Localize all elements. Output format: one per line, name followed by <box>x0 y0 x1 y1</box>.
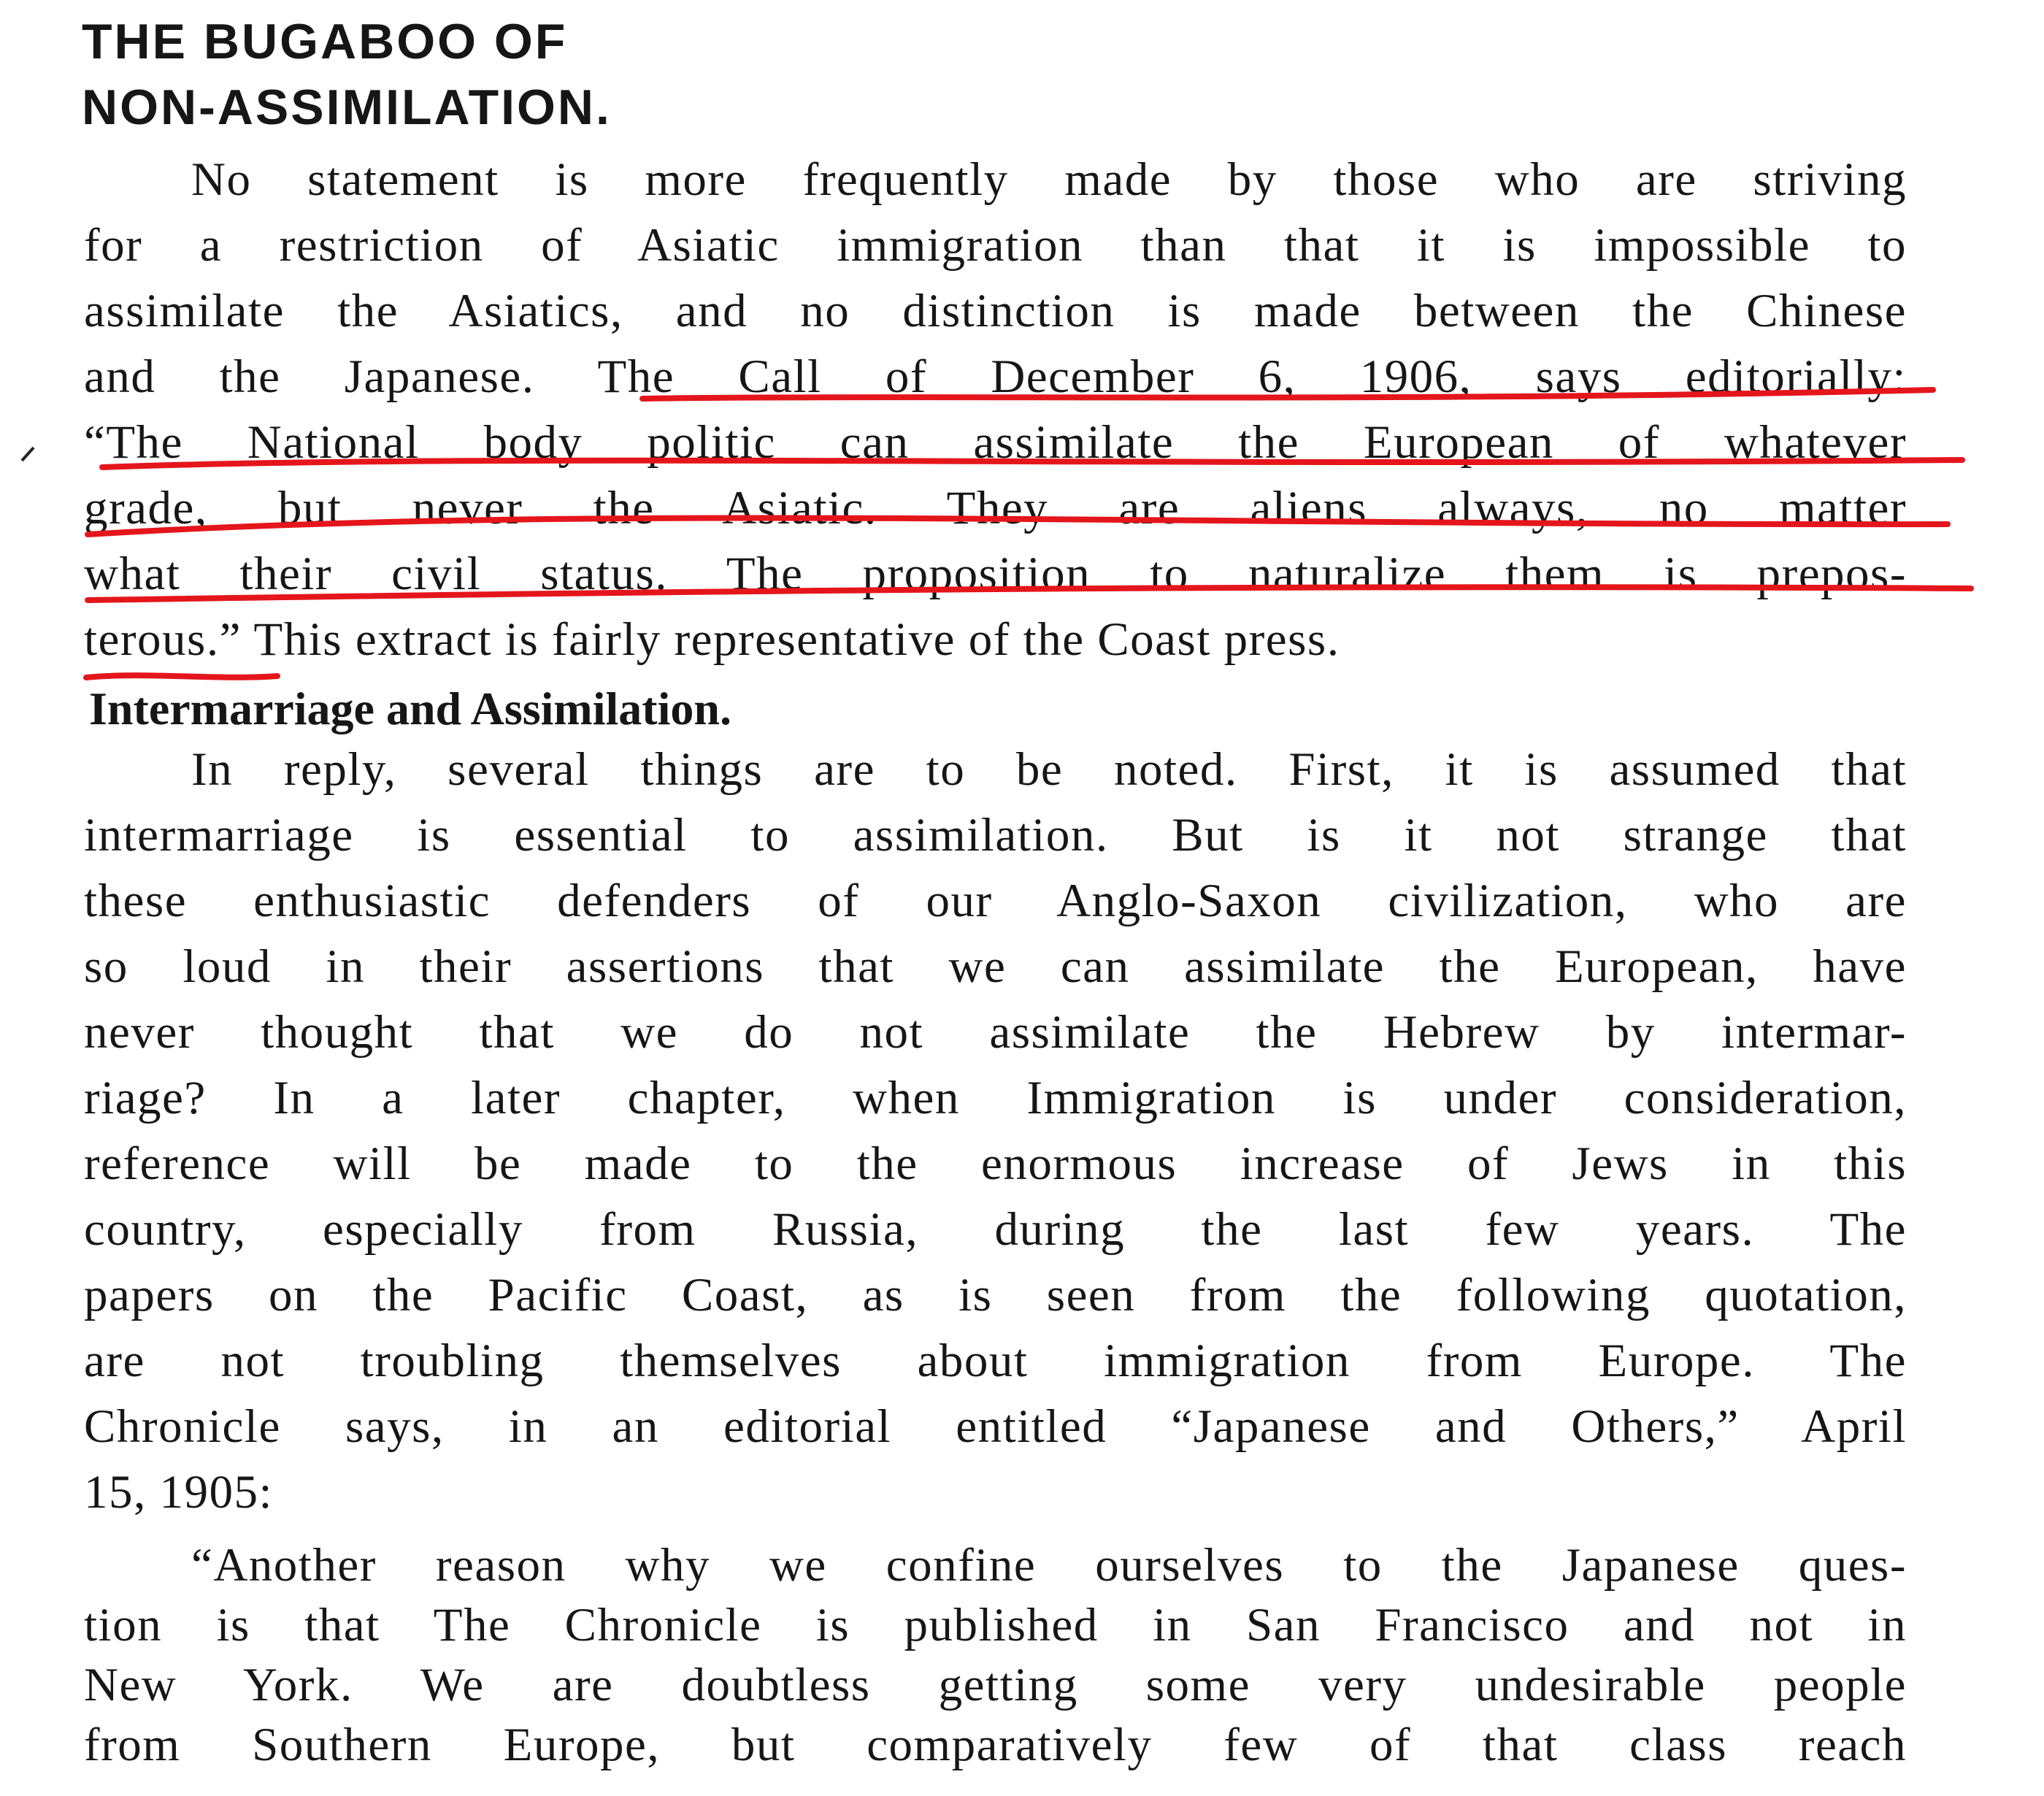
margin-pencil-mark <box>20 447 34 462</box>
text-line: tion is that The Chronicle is published in San Francisco and not in <box>84 1599 1907 1651</box>
text-line: so loud in their assertions that we can assimilate the European, have <box>84 940 1907 993</box>
text-line: are not troubling themselves about immigration from Europe. The <box>84 1335 1907 1387</box>
text-line: terous.” This extract is fairly representative of the Coast press. <box>84 613 1340 666</box>
text-line: “Another reason why we confine ourselves to the Japanese ques- <box>191 1539 1907 1592</box>
text-line: riage? In a later chapter, when Immigration is under consideration, <box>84 1072 1907 1124</box>
text-line: grade, but never the Asiatic. They are aliens always, no matter <box>84 482 1907 534</box>
text-line: intermarriage is essential to assimilation. But is it not strange that <box>84 809 1907 861</box>
text-line: Chronicle says, in an editorial entitled “Japanese and Others,” April <box>84 1400 1907 1453</box>
text-line: country, especially from Russia, during the last few years. The <box>84 1203 1907 1256</box>
text-line: 15, 1905: <box>84 1466 274 1519</box>
page-title-line-1: THE BUGABOO OF <box>82 14 568 69</box>
text-line: from Southern Europe, but comparatively few of that class reach <box>84 1719 1907 1771</box>
text-line: New York. We are doubtless getting some very undesirable people <box>84 1659 1907 1711</box>
text-line: “The National body politic can assimilate the European of whatever <box>84 416 1907 469</box>
text-line: these enthusiastic defenders of our Anglo-Saxon civilization, who are <box>84 875 1907 927</box>
text-line: and the Japanese. The Call of December 6, 1906, says editorially: <box>84 350 1907 403</box>
text-line: never thought that we do not assimilate the Hebrew by intermar- <box>84 1006 1907 1059</box>
text-line: for a restriction of Asiatic immigration than that it is impossible to <box>84 219 1907 272</box>
text-line: reference will be made to the enormous increase of Jews in this <box>84 1137 1907 1190</box>
text-line: what their civil status. The proposition to naturalize them is prepos- <box>84 548 1907 600</box>
text-line: assimilate the Asiatics, and no distinction is made between the Chinese <box>84 285 1907 337</box>
section-subheading: Intermarriage and Assimilation. <box>89 683 731 734</box>
text-line: In reply, several things are to be noted. First, it is assumed that <box>191 743 1907 796</box>
text-line: papers on the Pacific Coast, as is seen from the following quotation, <box>84 1269 1907 1321</box>
page-title-line-2: NON-ASSIMILATION. <box>82 80 612 135</box>
text-line: No statement is more frequently made by those who are striving <box>191 153 1907 206</box>
